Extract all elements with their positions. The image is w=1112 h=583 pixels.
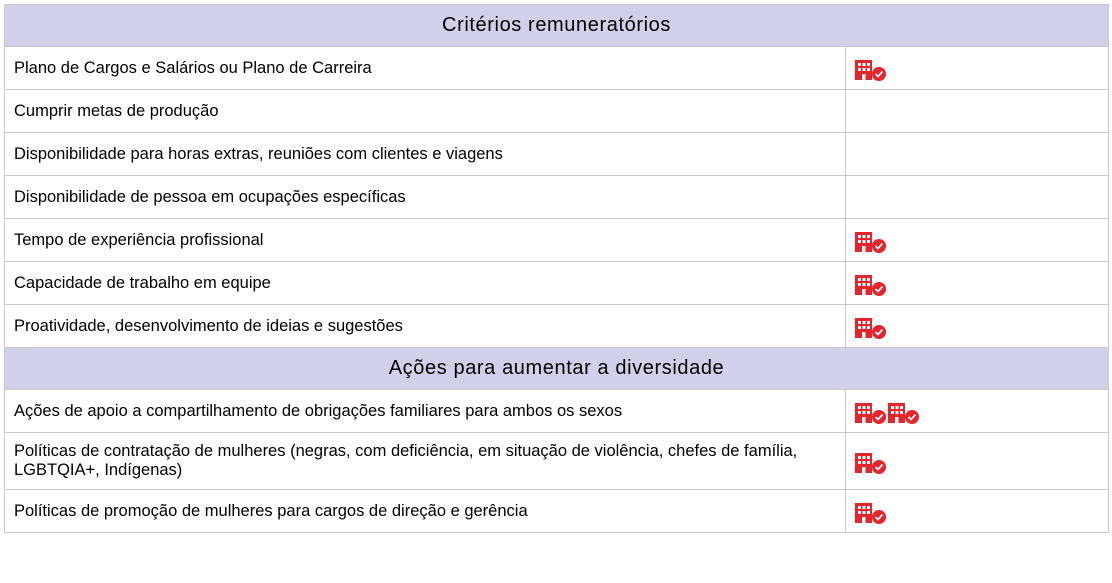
criterion-icon-cell — [846, 47, 1109, 90]
criterion-icon-cell — [846, 390, 1109, 433]
criterion-icon-cell — [846, 262, 1109, 305]
criteria-table — [4, 4, 1109, 533]
table-row — [5, 262, 1109, 305]
criterion-icon-cell — [846, 133, 1109, 176]
criterion-label: Disponibilidade de pessoa em ocupações específicas — [5, 176, 846, 219]
table-row — [5, 133, 1109, 176]
section-title: Critérios remuneratórios — [5, 5, 1109, 47]
criterion-icon-cell — [846, 90, 1109, 133]
criterion-label: Tempo de experiência profissional — [5, 219, 846, 262]
criterion-icon-cell — [846, 219, 1109, 262]
company-check-icon — [854, 403, 887, 425]
company-check-icon — [854, 275, 887, 297]
table-row — [5, 47, 1109, 90]
table-row — [5, 305, 1109, 348]
company-check-icon — [854, 503, 887, 525]
section-header-row — [5, 348, 1109, 390]
table-row — [5, 219, 1109, 262]
criterion-label: Plano de Cargos e Salários ou Plano de Carreira — [5, 47, 846, 90]
company-check-icon — [887, 403, 920, 425]
criterion-icon-cell — [846, 433, 1109, 490]
criteria-table-body — [5, 5, 1109, 533]
table-row — [5, 433, 1109, 490]
criterion-icon-cell — [846, 490, 1109, 533]
criterion-label: Ações de apoio a compartilhamento de obrigações familiares para ambos os sexos — [5, 390, 846, 433]
criterion-label: Proatividade, desenvolvimento de ideias e sugestões — [5, 305, 846, 348]
section-title: Ações para aumentar a diversidade — [5, 348, 1109, 390]
table-row — [5, 390, 1109, 433]
criteria-table-container — [4, 4, 1108, 533]
criterion-label: Capacidade de trabalho em equipe — [5, 262, 846, 305]
section-header-row — [5, 5, 1109, 47]
company-check-icon — [854, 453, 887, 475]
company-check-icon — [854, 318, 887, 340]
criterion-label: Cumprir metas de produção — [5, 90, 846, 133]
criterion-icon-cell — [846, 176, 1109, 219]
company-check-icon — [854, 60, 887, 82]
table-row — [5, 490, 1109, 533]
company-check-icon — [854, 232, 887, 254]
table-row — [5, 90, 1109, 133]
table-row — [5, 176, 1109, 219]
criterion-label: Políticas de promoção de mulheres para cargos de direção e gerência — [5, 490, 846, 533]
criterion-label: Disponibilidade para horas extras, reuniões com clientes e viagens — [5, 133, 846, 176]
criterion-icon-cell — [846, 305, 1109, 348]
criterion-label: Políticas de contratação de mulheres (negras, com deficiência, em situação de violência, chefes de família, LGBTQIA+, Indígenas) — [5, 433, 846, 490]
